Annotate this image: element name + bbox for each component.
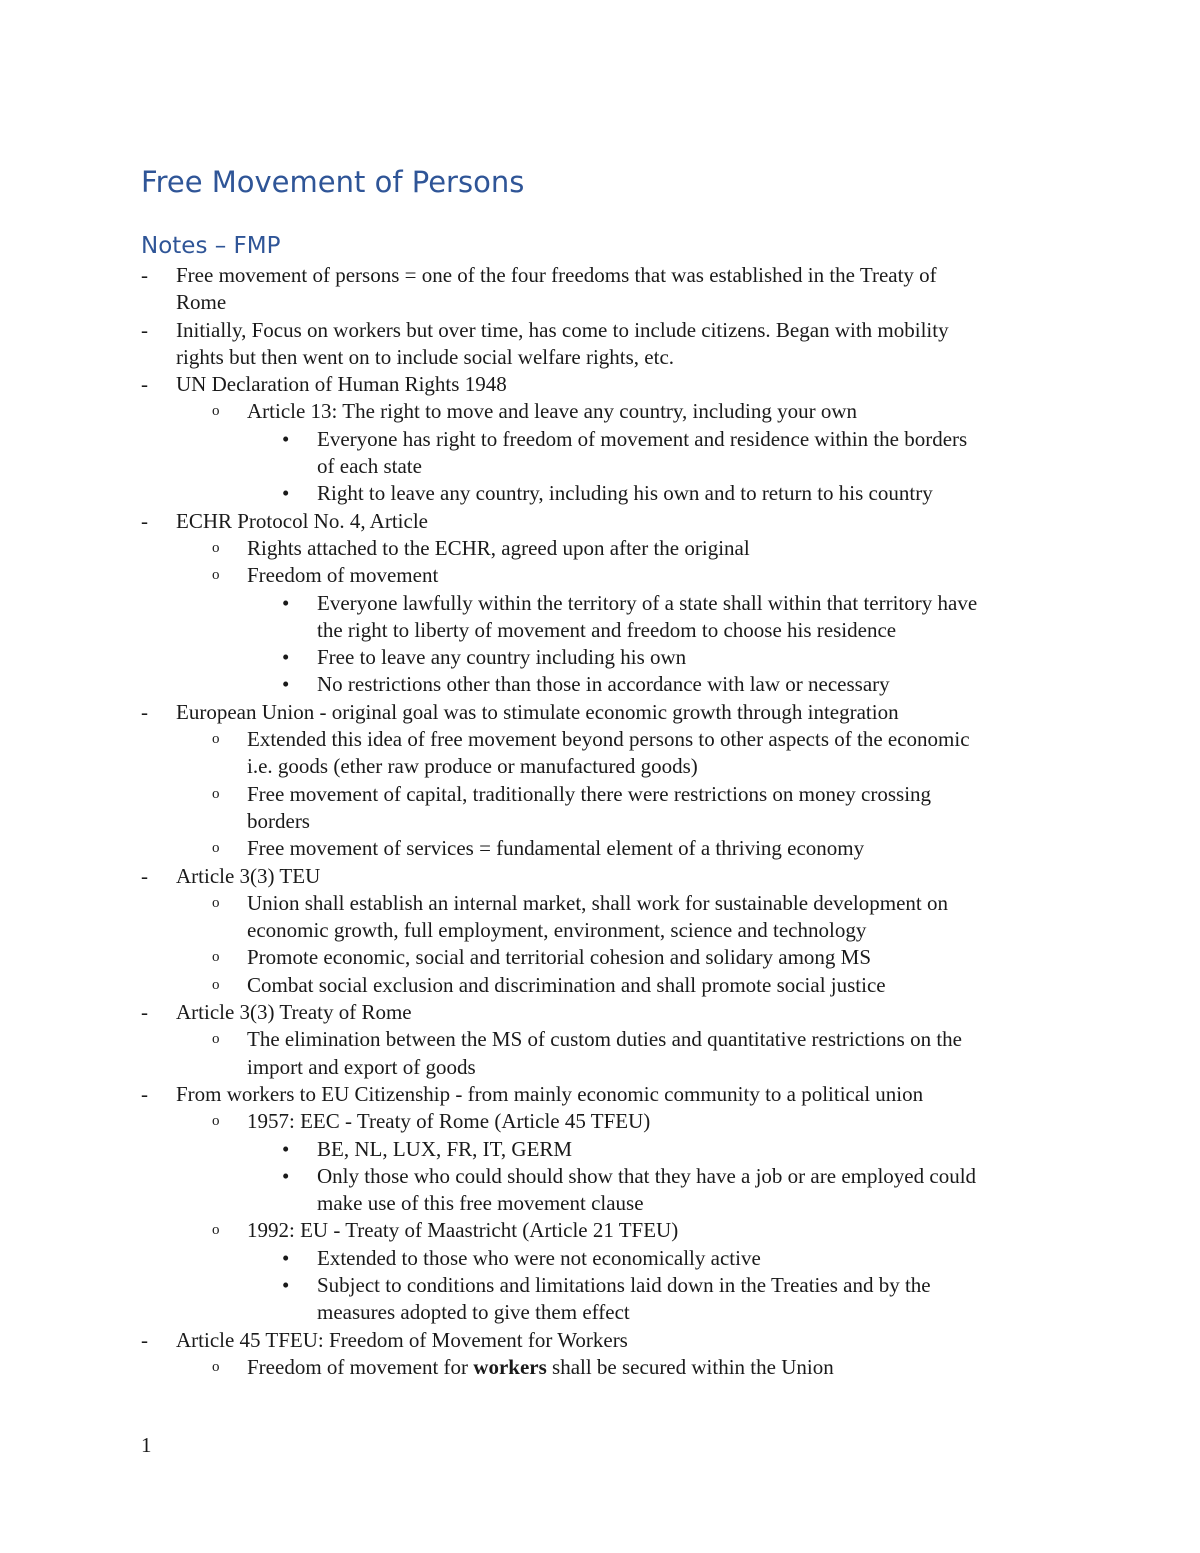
list-item	[0, 535, 1200, 562]
circle-bullet: o	[212, 1031, 220, 1048]
list-item	[0, 398, 1200, 425]
dot-bullet: •	[282, 672, 290, 697]
dash-bullet: -	[141, 317, 148, 342]
document-title: Free Movement of Persons	[141, 165, 525, 199]
circle-bullet: o	[212, 539, 220, 556]
dot-bullet: •	[282, 1245, 290, 1270]
list-item	[0, 426, 1200, 453]
circle-bullet: o	[212, 976, 220, 993]
dot-bullet: •	[282, 426, 290, 451]
list-item-text: Rome	[176, 290, 227, 315]
circle-bullet: o	[212, 1358, 220, 1375]
notes-outline	[0, 262, 1200, 1381]
list-item-text: Initially, Focus on workers but over time, has come to include citizens. Began with mobility	[176, 317, 949, 342]
list-item-text: economic growth, full employment, environment, science and technology	[247, 918, 867, 943]
circle-bullet: o	[212, 949, 220, 966]
list-item-text: measures adopted to give them effect	[317, 1300, 630, 1325]
list-item	[0, 671, 1200, 698]
list-item-text: i.e. goods (ether raw produce or manufactured goods)	[247, 754, 698, 779]
dash-bullet: -	[141, 263, 148, 287]
list-item	[0, 562, 1200, 589]
list-item-text: European Union - original goal was to stimulate economic growth through integration	[176, 699, 899, 724]
list-item	[0, 590, 1200, 617]
circle-bullet: o	[212, 1113, 220, 1130]
dot-bullet: •	[282, 645, 290, 670]
list-item-continuation	[0, 917, 1200, 944]
list-item-text: Freedom of movement	[247, 563, 439, 588]
list-item-continuation	[0, 753, 1200, 780]
dash-bullet: -	[141, 863, 148, 888]
list-item-text: From workers to EU Citizenship - from mainly economic community to a political union	[176, 1081, 924, 1106]
list-item-text: The elimination between the MS of custom duties and quantitative restrictions on the	[247, 1027, 963, 1052]
circle-bullet: o	[212, 567, 220, 584]
circle-bullet: o	[212, 731, 220, 748]
list-item-continuation	[0, 1054, 1200, 1081]
list-item	[0, 1217, 1200, 1244]
list-item-text: UN Declaration of Human Rights 1948	[176, 372, 507, 397]
list-item-continuation	[0, 1299, 1200, 1326]
list-item-text: Promote economic, social and territorial cohesion and solidary among MS	[247, 945, 872, 970]
list-item	[0, 1272, 1200, 1299]
list-item	[0, 1136, 1200, 1163]
list-item	[0, 317, 1200, 344]
list-item-text: Combat social exclusion and discrimination and shall promote social justice	[247, 972, 886, 997]
dash-bullet: -	[141, 372, 148, 397]
list-item-text: BE, NL, LUX, FR, IT, GERM	[317, 1136, 573, 1161]
list-item-text: Free movement of capital, traditionally there were restrictions on money crossing	[247, 781, 932, 806]
list-item-text: import and export of goods	[247, 1054, 476, 1079]
list-item-text: Union shall establish an internal market, shall work for sustainable development on	[247, 890, 948, 915]
circle-bullet: o	[212, 1222, 220, 1239]
list-item-text: Right to leave any country, including his own and to return to his country	[317, 481, 933, 506]
list-item	[0, 835, 1200, 862]
list-item	[0, 944, 1200, 971]
list-item-text: Article 45 TFEU: Freedom of Movement for Workers	[176, 1327, 628, 1352]
list-item-text: of each state	[317, 454, 422, 479]
list-item	[0, 1327, 1200, 1354]
circle-bullet: o	[212, 894, 220, 911]
list-item-continuation	[0, 453, 1200, 480]
list-item-text: Extended to those who were not economically active	[317, 1245, 761, 1270]
list-item	[0, 1354, 1200, 1381]
list-item	[0, 1163, 1200, 1190]
list-item-text: Rights attached to the ECHR, agreed upon after the original	[247, 535, 750, 560]
list-item	[0, 890, 1200, 917]
list-item-text: the right to liberty of movement and freedom to choose his residence	[317, 617, 897, 642]
list-item	[0, 999, 1200, 1026]
list-item-continuation	[0, 344, 1200, 371]
dot-bullet: •	[282, 1163, 290, 1188]
circle-bullet: o	[212, 785, 220, 802]
list-item-text: Free movement of services = fundamental element of a thriving economy	[247, 836, 865, 861]
list-item	[0, 972, 1200, 999]
list-item-text: Everyone has right to freedom of movement and residence within the borders	[317, 426, 968, 451]
list-item-text	[247, 1354, 1200, 1381]
list-item-text: Everyone lawfully within the territory of a state shall within that territory have	[317, 590, 978, 615]
bold-text: workers	[473, 1354, 547, 1379]
list-item	[0, 480, 1200, 507]
section-heading: Notes – FMP	[141, 233, 281, 259]
dot-bullet: •	[282, 1272, 290, 1297]
list-item-text: Free movement of persons = one of the four freedoms that was established in the Treaty of	[176, 263, 937, 287]
circle-bullet: o	[212, 840, 220, 857]
list-item-text: Extended this idea of free movement beyond persons to other aspects of the economic	[247, 727, 970, 752]
text-segment: shall be secured within the Union	[546, 1354, 834, 1379]
list-item-continuation	[0, 289, 1200, 316]
list-item	[0, 262, 1200, 289]
circle-bullet: o	[212, 403, 220, 420]
list-item-text: make use of this free movement clause	[317, 1191, 644, 1216]
list-item-text: 1992: EU - Treaty of Maastricht (Article 21 TFEU)	[247, 1218, 679, 1243]
list-item	[0, 644, 1200, 671]
list-item-continuation	[0, 808, 1200, 835]
list-item	[0, 371, 1200, 398]
dash-bullet: -	[141, 1081, 148, 1106]
list-item-text: Free to leave any country including his own	[317, 645, 687, 670]
dash-bullet: -	[141, 699, 148, 724]
list-item-text: Article 3(3) Treaty of Rome	[176, 1000, 412, 1025]
page-number: 1	[141, 1433, 152, 1457]
list-item	[0, 726, 1200, 753]
list-item	[0, 863, 1200, 890]
dot-bullet: •	[282, 590, 290, 615]
dash-bullet: -	[141, 508, 148, 533]
list-item	[0, 508, 1200, 535]
list-item-text: Only those who could should show that they have a job or are employed could	[317, 1163, 977, 1188]
list-item-continuation	[0, 1190, 1200, 1217]
list-item	[0, 1245, 1200, 1272]
list-item-text: No restrictions other than those in accordance with law or necessary	[317, 672, 890, 697]
list-item-continuation	[0, 617, 1200, 644]
list-item-text: Article 13: The right to move and leave any country, including your own	[247, 399, 858, 424]
dash-bullet: -	[141, 1327, 148, 1352]
list-item-text: rights but then went on to include social welfare rights, etc.	[176, 344, 675, 369]
dot-bullet: •	[282, 1136, 290, 1161]
list-item	[0, 1081, 1200, 1108]
list-item	[0, 1026, 1200, 1053]
list-item-text: borders	[247, 808, 310, 833]
dot-bullet: •	[282, 481, 290, 506]
text-segment: Freedom of movement for	[247, 1354, 474, 1379]
list-item-text: Subject to conditions and limitations laid down in the Treaties and by the	[317, 1272, 931, 1297]
list-item	[0, 1108, 1200, 1135]
dash-bullet: -	[141, 1000, 148, 1025]
list-item	[0, 699, 1200, 726]
list-item-text: 1957: EEC - Treaty of Rome (Article 45 TFEU)	[247, 1109, 651, 1134]
list-item-text: Article 3(3) TEU	[176, 863, 321, 888]
list-item-text: ECHR Protocol No. 4, Article	[176, 508, 428, 533]
list-item	[0, 781, 1200, 808]
